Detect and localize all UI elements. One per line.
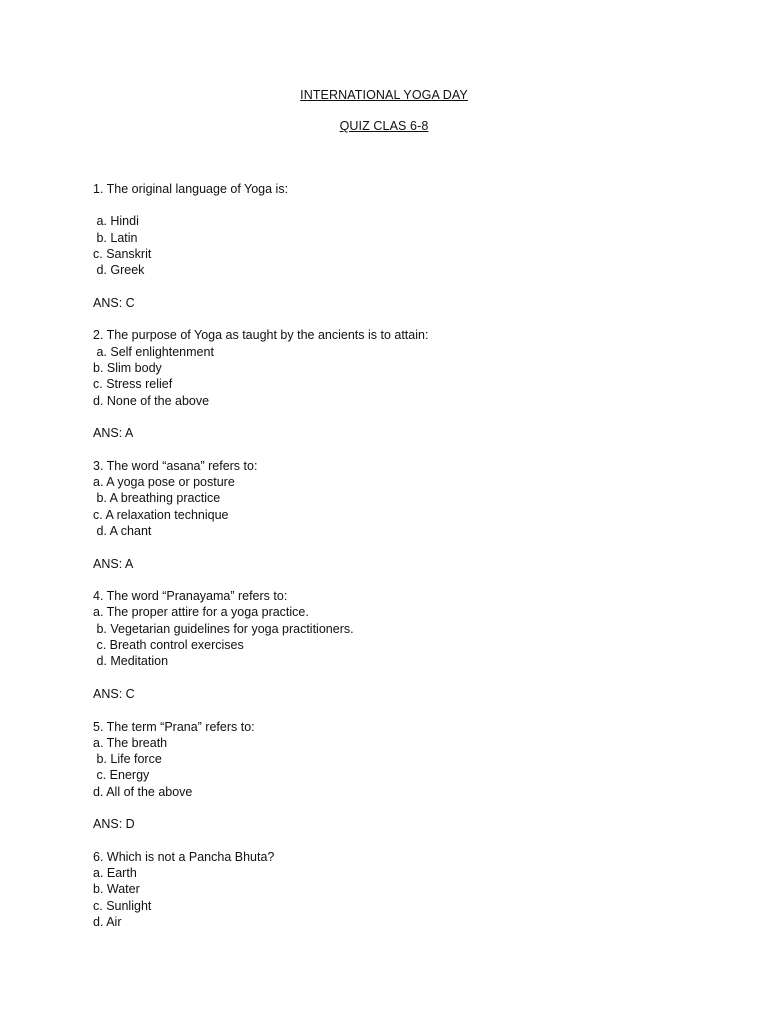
answer-text: ANS: D <box>93 817 135 832</box>
option: a. Hindi <box>93 214 139 229</box>
option: d. Greek <box>93 263 145 278</box>
option: c. Stress relief <box>93 377 173 392</box>
question-text: 6. Which is not a Pancha Bhuta? <box>93 849 275 864</box>
question-text: 2. The purpose of Yoga as taught by the ancients is to attain: <box>93 328 429 343</box>
answer-text: ANS: C <box>93 686 135 701</box>
question-text: 5. The term “Prana” refers to: <box>93 719 255 734</box>
option: c. Breath control exercises <box>93 638 244 653</box>
option: a. The proper attire for a yoga practice. <box>93 605 309 620</box>
option: b. Vegetarian guidelines for yoga practitioners. <box>93 621 354 636</box>
question-block <box>93 849 713 930</box>
question-block <box>93 719 713 849</box>
option: b. Slim body <box>93 360 162 375</box>
option: b. Life force <box>93 752 162 767</box>
option: c. A relaxation technique <box>93 507 229 522</box>
option: c. Energy <box>93 768 150 783</box>
option: d. None of the above <box>93 393 210 408</box>
option: d. A chant <box>93 523 152 538</box>
option: c. Sanskrit <box>93 246 152 261</box>
answer-text: ANS: C <box>93 295 135 310</box>
option: d. Air <box>93 915 122 930</box>
quiz-body <box>93 181 713 930</box>
option: b. Water <box>93 882 140 897</box>
answer-text: ANS: A <box>93 426 134 441</box>
option: c. Sunlight <box>93 898 152 913</box>
question-text: 1. The original language of Yoga is: <box>93 182 289 196</box>
question-text: 3. The word “asana” refers to: <box>93 458 258 473</box>
question-block <box>93 327 713 457</box>
option: d. All of the above <box>93 784 193 799</box>
document-subtitle: QUIZ CLAS 6-8 <box>339 119 429 133</box>
option: a. The breath <box>93 735 168 750</box>
option: a. Self enlightenment <box>93 344 214 359</box>
answer-text: ANS: A <box>93 556 134 571</box>
question-block <box>93 588 713 718</box>
question-block <box>93 458 713 588</box>
option: b. Latin <box>93 230 138 245</box>
question-block <box>93 181 713 327</box>
document-title: INTERNATIONAL YOGA DAY <box>300 88 468 102</box>
option: a. A yoga pose or posture <box>93 475 235 490</box>
question-text: 4. The word “Pranayama” refers to: <box>93 589 288 604</box>
option: a. Earth <box>93 866 137 881</box>
option: d. Meditation <box>93 654 169 669</box>
option: b. A breathing practice <box>93 491 221 506</box>
